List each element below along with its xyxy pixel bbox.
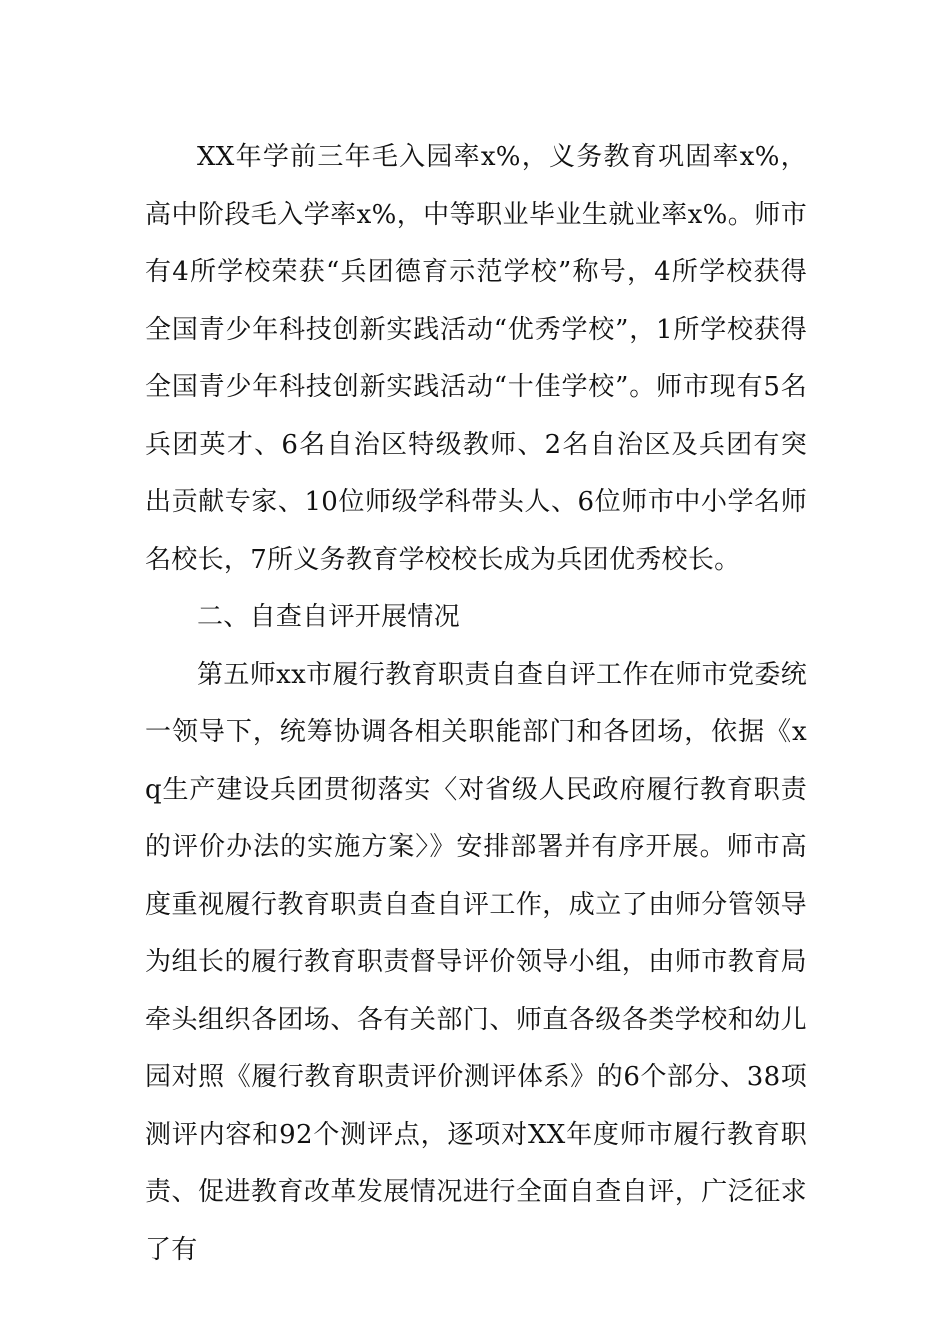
paragraph-self-evaluation: 第五师xx市履行教育职责自查自评工作在师市党委统一领导下，统筹协调各相关职能部门和各团场，依据《xq生产建设兵团贯彻落实〈对省级人民政府履行教育职责的评价办法的实施方案〉》安排部署并有序开展。师市高度重视履行教育职责自查自评工作，成立了由师分管领导为组长的履行教育职责督导评价领导小组，由师市教育局牵头组织各团场、各有关部门、师直各级各类学校和幼儿园对照《履行教育职责评价测评体系》的6个部分、38项测评内容和92个测评点，逐项对XX年度师市履行教育职责、促进教育改革发展情况进行全面自查自评，广泛征求了有 (145, 659, 807, 1265)
paragraph-statistics: XX年学前三年毛入园率x%，义务教育巩固率x%，高中阶段毛入学率x%，中等职业毕业生就业率x%。师市有4所学校荣获“兵团德育示范学校”称号，4所学校获得全国青少年科技创新实践活动“优秀学校”，1所学校获得全国青少年科技创新实践活动“十佳学校”。师市现有5名兵团英才、6名自治区特级教师、2名自治区及兵团有突出贡献专家、10位师级学科带头人、6位师市中小学名师名校长，7所义务教育学校校长成为兵团优秀校长。 (145, 142, 807, 575)
document-body (145, 129, 807, 1279)
section-heading: 二、自查自评开展情况 (197, 602, 461, 632)
